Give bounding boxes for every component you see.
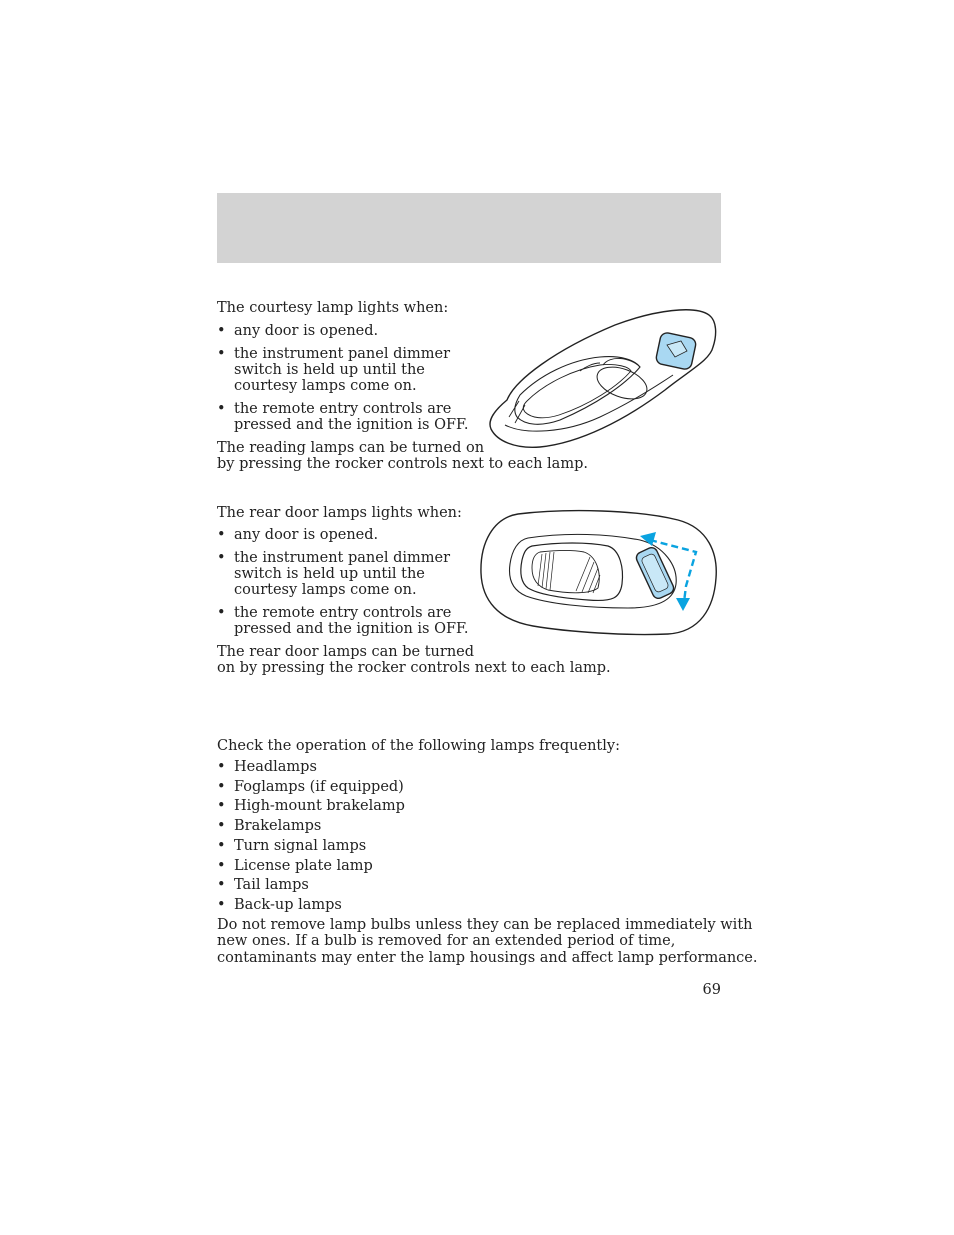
rear-note-line-1: The rear door lamps can be turned xyxy=(217,644,475,660)
bullet-marker: • xyxy=(217,550,226,566)
rear-intro: The rear door lamps lights when: xyxy=(217,505,462,521)
courtesy-bullet-2: • the instrument panel dimmer switch is held up until the courtesy lamps come on. xyxy=(217,346,450,394)
courtesy-lamp-illustration xyxy=(485,305,721,450)
check-item-brakelamps: • Brakelamps xyxy=(217,818,322,834)
check-item-high-mount-brakelamp: • High-mount brakelamp xyxy=(217,798,405,814)
rear-note-line-2: on by pressing the rocker controls next to each lamp. xyxy=(217,660,611,676)
check-item-back-up-lamps: • Back-up lamps xyxy=(217,897,342,913)
bullet-marker: • xyxy=(217,838,226,854)
rear-bullet-3: • the remote entry controls are pressed and the ignition is OFF. xyxy=(217,605,469,637)
warning-line-1: Do not remove lamp bulbs unless they can be replaced immediately with xyxy=(217,917,753,933)
bullet-marker: • xyxy=(217,858,226,874)
bullet-marker: • xyxy=(217,779,226,795)
bullet-marker: • xyxy=(217,605,226,621)
check-item-turn-signal-lamps: • Turn signal lamps xyxy=(217,838,367,854)
courtesy-bullet-1: • any door is opened. xyxy=(217,323,379,339)
courtesy-note-line-2: by pressing the rocker controls next to each lamp. xyxy=(217,456,588,472)
check-intro: Check the operation of the following lamps frequently: xyxy=(217,738,620,754)
section-header-bar xyxy=(217,193,721,263)
bullet-marker: • xyxy=(217,877,226,893)
check-item-tail-lamps: • Tail lamps xyxy=(217,877,309,893)
page-number: 69 xyxy=(702,982,721,998)
courtesy-bullet-3: • the remote entry controls are pressed and the ignition is OFF. xyxy=(217,401,469,433)
warning-line-3: contaminants may enter the lamp housings and affect lamp performance. xyxy=(217,950,758,966)
bullet-marker: • xyxy=(217,323,226,339)
courtesy-note-line-1: The reading lamps can be turned on xyxy=(217,440,485,456)
rear-bullet-2: • the instrument panel dimmer switch is held up until the courtesy lamps come on. xyxy=(217,550,450,598)
bullet-marker: • xyxy=(217,759,226,775)
warning-line-2: new ones. If a bulb is removed for an extended period of time, xyxy=(217,933,676,949)
bullet-marker: • xyxy=(217,818,226,834)
check-item-license-plate-lamp: • License plate lamp xyxy=(217,858,373,874)
rear-door-lamp-illustration xyxy=(478,508,722,638)
bullet-marker: • xyxy=(217,798,226,814)
rear-bullet-1: • any door is opened. xyxy=(217,527,379,543)
courtesy-intro: The courtesy lamp lights when: xyxy=(217,300,449,316)
bullet-marker: • xyxy=(217,527,226,543)
bullet-marker: • xyxy=(217,897,226,913)
check-item-headlamps: • Headlamps xyxy=(217,759,317,775)
bullet-marker: • xyxy=(217,401,226,417)
check-item-foglamps: • Foglamps (if equipped) xyxy=(217,779,404,795)
rocker-switch-icon xyxy=(655,332,697,371)
bullet-marker: • xyxy=(217,346,226,362)
